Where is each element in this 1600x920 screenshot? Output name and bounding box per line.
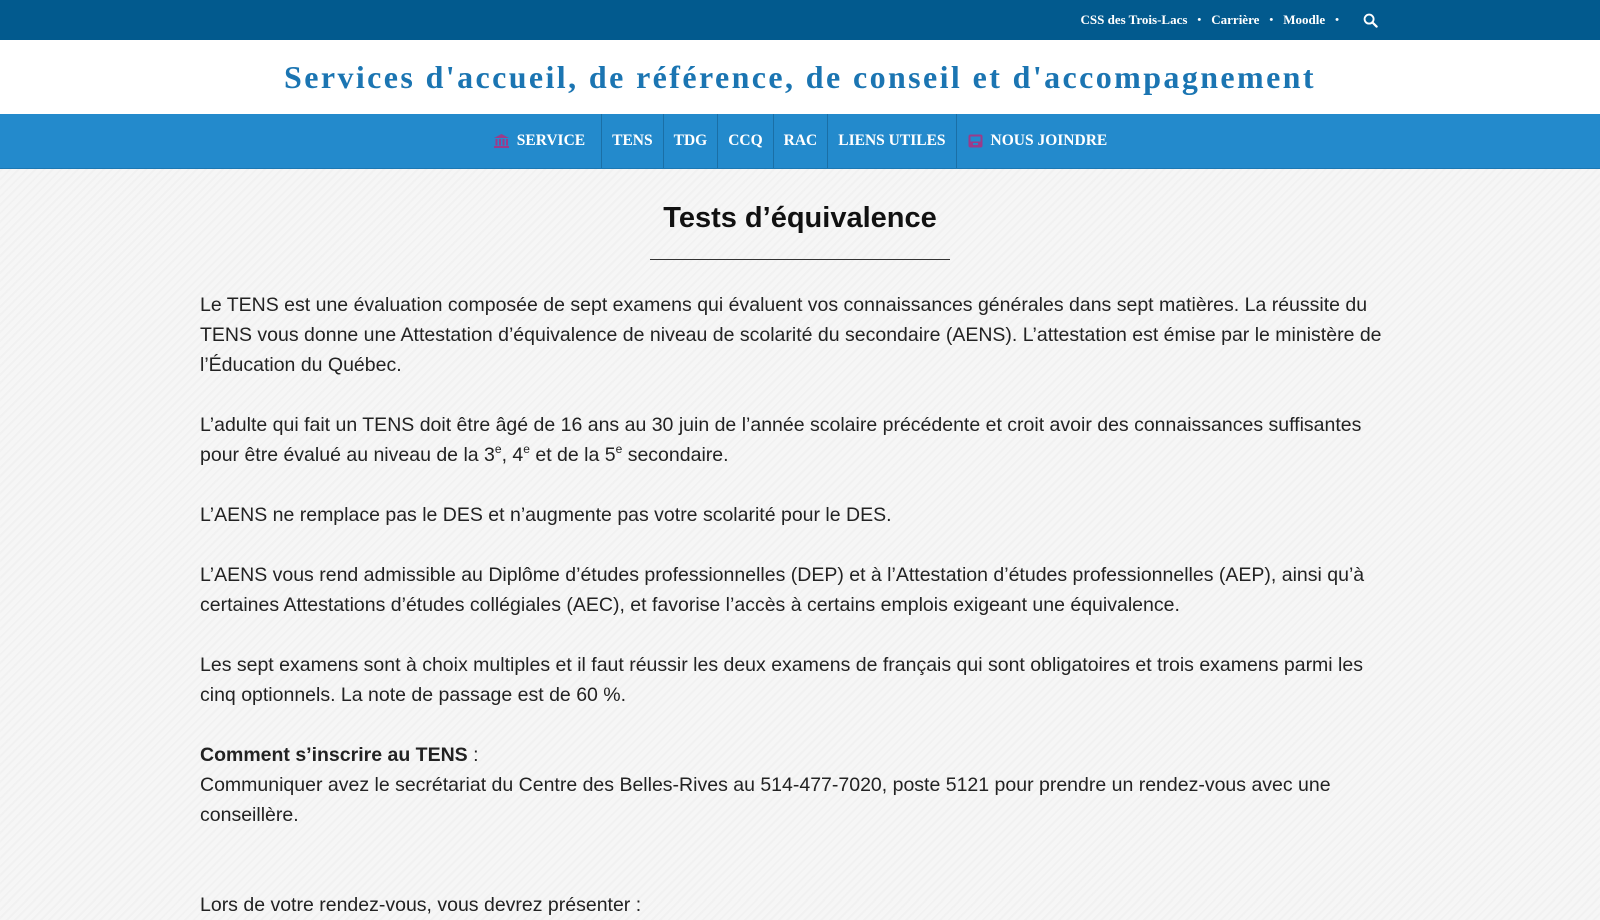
site-title[interactable]: Services d'accueil, de référence, de conseil et d'accompagnement — [284, 58, 1316, 95]
main-nav — [0, 114, 1600, 169]
nav-label: CCQ — [728, 132, 763, 149]
nav-label: NOUS JOINDRE — [990, 132, 1108, 149]
site-header — [0, 40, 1600, 114]
nav-item-liens-utiles[interactable] — [827, 114, 955, 168]
top-utility-bar — [0, 0, 1600, 40]
nav-item-nous-joindre[interactable] — [956, 114, 1118, 168]
paragraph-aens-des: L’AENS ne remplace pas le DES et n’augmente pas votre scolarité pour le DES. — [200, 504, 892, 526]
nav-label: SERVICE — [516, 132, 586, 149]
separator-dot: • — [1335, 14, 1339, 26]
nav-label: TDG — [673, 132, 708, 149]
paragraph-register: Communiquer avez le secrétariat du Centre des Belles-Rives au 514-477-7020, poste 5121 pour prendre un rendez-vous avec une conseillère. — [200, 774, 1331, 826]
paragraph-appointment: Lors de votre rendez-vous, vous devrez présenter : — [200, 894, 642, 916]
separator-dot: • — [1269, 14, 1274, 26]
nav-label: LIENS UTILES — [838, 132, 946, 149]
search-icon[interactable] — [1363, 13, 1378, 28]
nav-item-tens[interactable] — [601, 114, 663, 168]
link-carriere[interactable]: Carrière — [1211, 12, 1260, 27]
inbox-icon — [967, 133, 984, 149]
nav-item-ccq[interactable] — [717, 114, 772, 168]
paragraph-exams: Les sept examens sont à choix multiples et il faut réussir les deux examens de français qui sont obligatoires et trois examens parmi les cinq optionnels. La note de passage est de 60 %. — [200, 654, 1363, 706]
article-body — [200, 290, 1400, 920]
nav-label: RAC — [783, 132, 818, 149]
nav-label: TENS — [612, 132, 653, 149]
main-content — [200, 202, 1400, 920]
title-divider — [650, 259, 950, 260]
paragraph-intro: Le TENS est une évaluation composée de sept examens qui évaluent vos connaissances générales dans sept matières. La réussite du TENS vous donne une Attestation d’équivalence de niveau de scolarité du secondaire (AENS). L’attestation est émise par le ministère de l’Éducation du Québec. — [200, 294, 1382, 376]
nav-item-service[interactable] — [483, 114, 601, 168]
register-heading: Comment s’inscrire au TENS : — [200, 744, 479, 766]
paragraph-admissibility: L’AENS vous rend admissible au Diplôme d’études professionnelles (DEP) et à l’Attestation d’études professionnelles (AEP), ainsi qu’à certaines Attestations d’études collégiales (AEC), et favorise l’accès à certains emplois exigeant une équivalence. — [200, 564, 1365, 616]
separator-dot: • — [1197, 14, 1202, 26]
bank-icon — [493, 133, 510, 149]
link-css-trois-lacs[interactable]: CSS des Trois-Lacs — [1080, 12, 1188, 27]
nav-item-rac[interactable] — [773, 114, 828, 168]
page-title: Tests d’équivalence — [663, 202, 937, 234]
nav-item-tdg[interactable] — [663, 114, 718, 168]
paragraph-eligibility: L’adulte qui fait un TENS doit être âgé de 16 ans au 30 juin de l’année scolaire précédente et croit avoir des connaissances suffisantes pour être évalué au niveau de la 3e, 4e et de la 5e secondaire. — [200, 414, 1362, 466]
link-moodle[interactable]: Moodle — [1283, 12, 1326, 27]
